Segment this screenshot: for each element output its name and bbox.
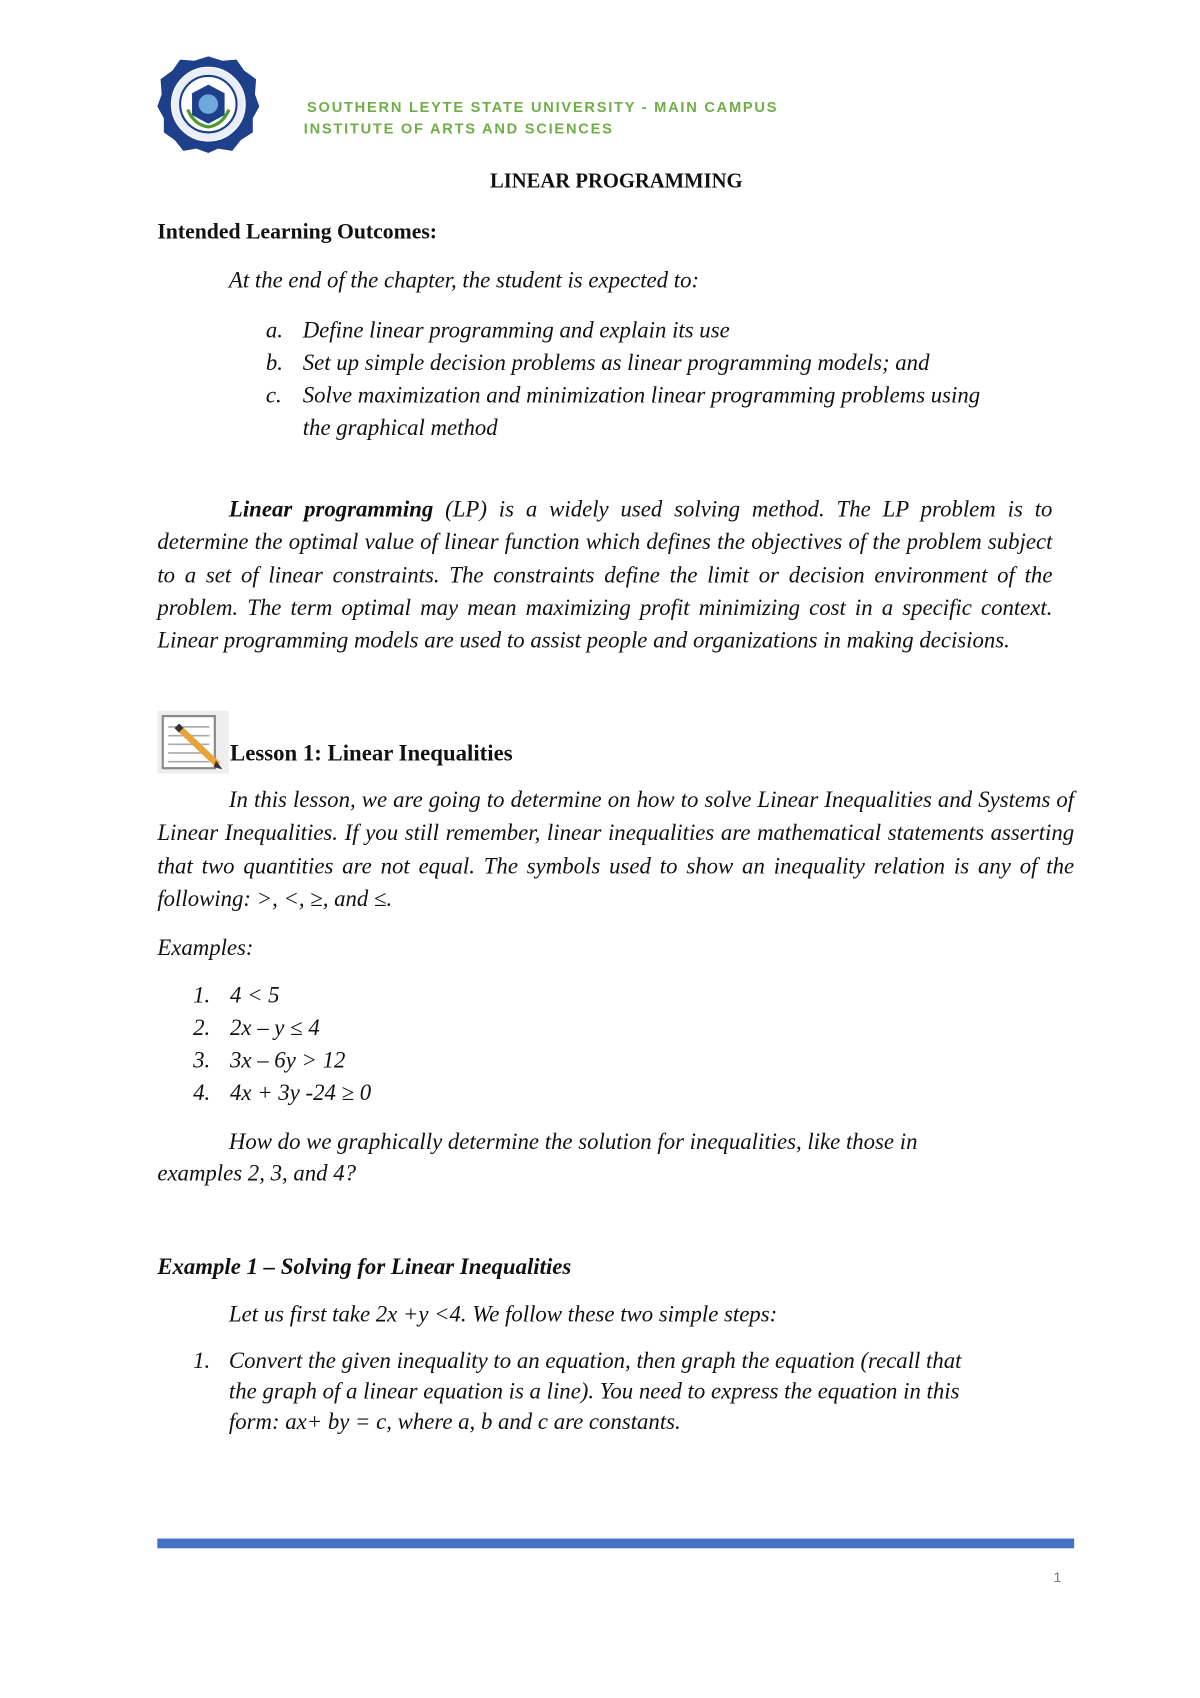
footer-bar (157, 1539, 1074, 1549)
example-number: 3. (193, 1047, 211, 1074)
question-line: How do we graphically determine the solution for inequalities, like those in (228, 1128, 918, 1155)
page-title: LINEAR PROGRAMMING (490, 170, 743, 194)
example1-heading: Example 1 – Solving for Linear Inequalities (157, 1253, 572, 1280)
example-number: 4. (193, 1079, 211, 1106)
step-line: form: ax+ by = c, where a, b and c are constants. (228, 1408, 681, 1435)
example-expression: 4x + 3y -24 ≥ 0 (230, 1079, 372, 1106)
outcome-marker: c. (265, 381, 282, 408)
outcome-marker: b. (265, 349, 283, 376)
question-line: examples 2, 3, and 4? (157, 1159, 357, 1186)
university-seal-logo (157, 55, 259, 153)
example-number: 2. (193, 1014, 211, 1041)
outcomes-intro: At the end of the chapter, the student is expected to: (228, 266, 700, 293)
step-number: 1. (193, 1347, 211, 1374)
outcome-marker: a. (265, 316, 283, 343)
outcome-item-continued: the graphical method (302, 414, 498, 441)
lesson-heading (230, 739, 513, 767)
example-expression: 4 < 5 (230, 981, 280, 1008)
example-number: 1. (193, 981, 211, 1008)
step-line: the graph of a linear equation is a line). You need to express the equation in this (228, 1377, 960, 1404)
notepad-pencil-icon (157, 711, 229, 774)
outcome-item: Define linear programming and explain its use (302, 316, 730, 343)
lesson-label: Lesson 1: (230, 739, 322, 767)
institute-name: INSTITUTE OF ARTS AND SCIENCES (303, 120, 614, 137)
intro-paragraph-text: (LP) is a widely used solving method. The LP problem is to determine the optimal value of linear function which defines the objectives of the problem subject to a set of linear constraints. The constraints define the limit or decision environment of the problem. The term optimal may mean maximizing profit minimizing cost in a specific context. Linear programming models are used to assist people and organizations in making decisions. (157, 495, 1053, 654)
lesson-title: Linear Inequalities (321, 739, 513, 767)
outcome-item: Set up simple decision problems as linear programming models; and (302, 349, 930, 376)
example-expression: 3x – 6y > 12 (230, 1047, 346, 1074)
page-number: 1 (1053, 1568, 1062, 1586)
example1-intro: Let us first take 2x +y <4. We follow these two simple steps: (228, 1300, 778, 1327)
term-linear-programming: Linear programming (228, 495, 434, 522)
outcomes-heading: Intended Learning Outcomes: (157, 220, 438, 245)
lesson-paragraph: In this lesson, we are going to determine on how to solve Linear Inequalities and Systems of Linear Inequalities. If you still remember, linear inequalities are mathematical statements asserting that two quantities are not equal. The symbols used to show an inequality relation is any of the following: >, <, ≥, and ≤. (157, 786, 1075, 912)
university-name: SOUTHERN LEYTE STATE UNIVERSITY - MAIN CAMPUS (307, 98, 779, 116)
step-line: Convert the given inequality to an equation, then graph the equation (recall that (228, 1347, 962, 1374)
outcome-item: Solve maximization and minimization linear programming problems using (302, 381, 981, 408)
intro-paragraph (157, 493, 1052, 657)
examples-label: Examples: (157, 934, 254, 961)
example-expression: 2x – y ≤ 4 (230, 1014, 320, 1041)
